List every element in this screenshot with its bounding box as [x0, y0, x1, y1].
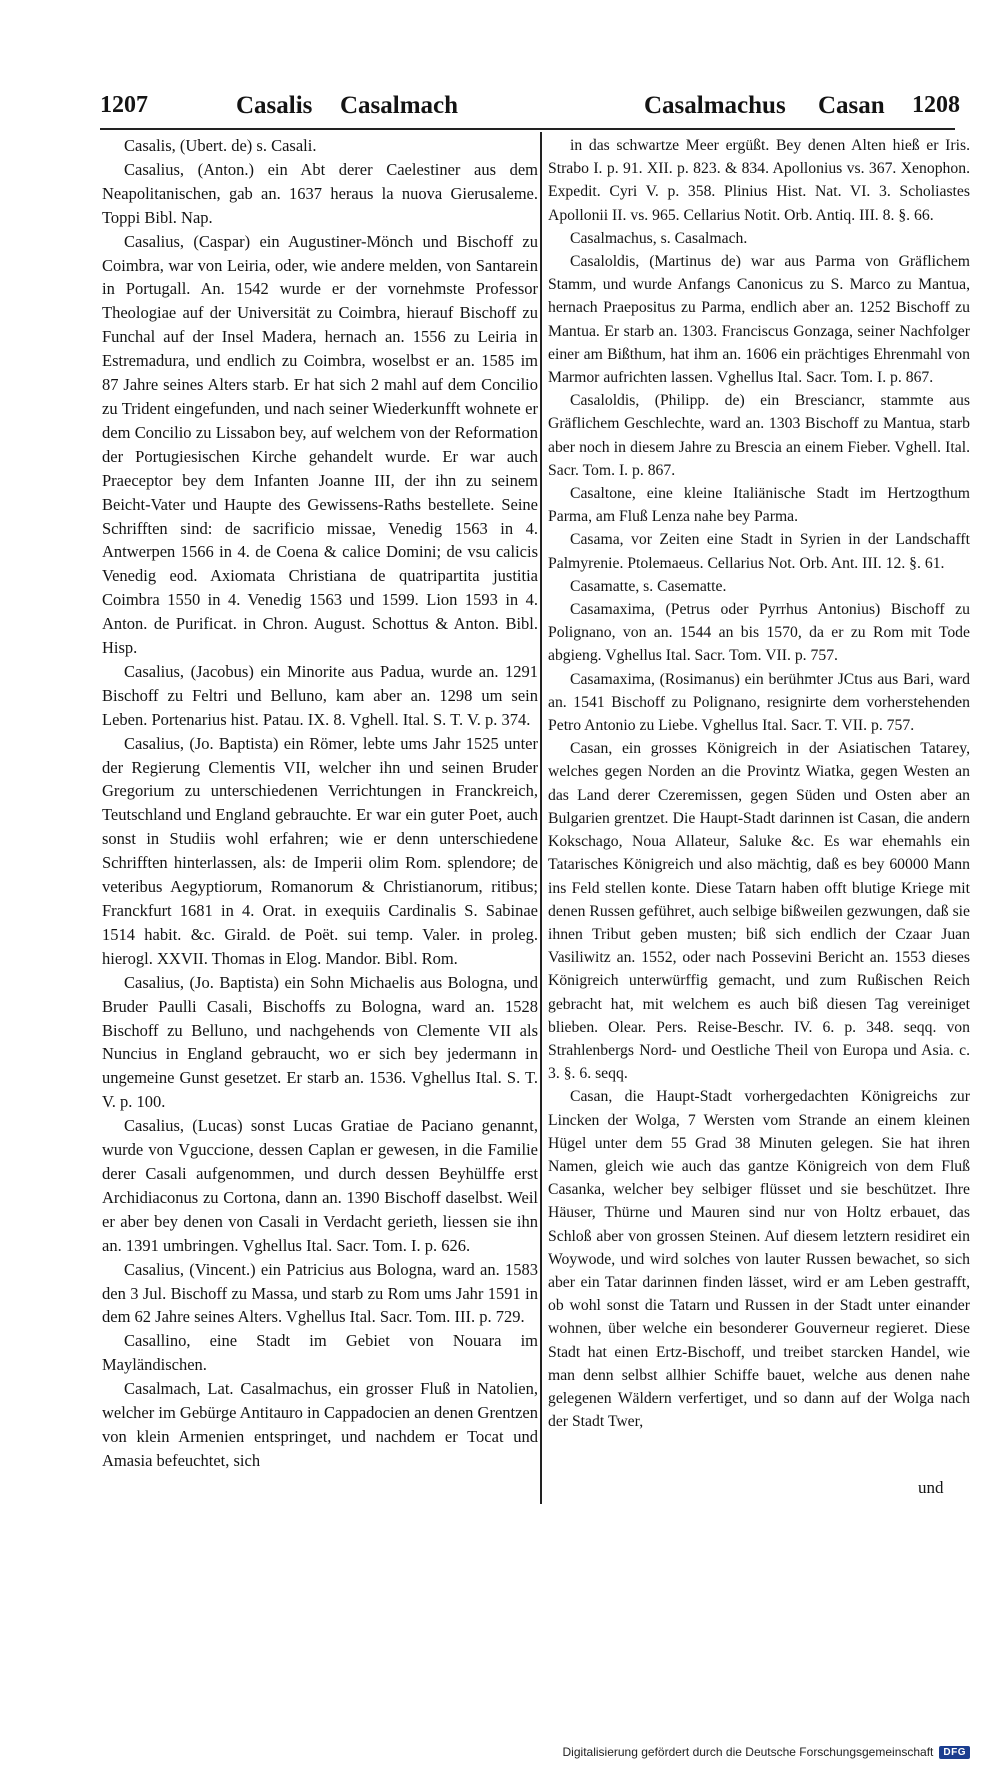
left-column: [102, 134, 538, 1473]
running-header: [0, 92, 1000, 126]
entry: Casaloldis, (Philipp. de) ein Bresciancr, stammte aus Gräflichem Geschlechte, ward an. 1303 Bischoff zu Mantua, starb aber noch in diesem Jahre zu Brescia an einem Fieber. Vghell. Ital. Sacr. Tom. I. p. 867.: [548, 392, 970, 479]
entry: Casamaxima, (Petrus oder Pyrrhus Antonius) Bischoff zu Polignano, von an. 1544 an bis 1570, da er zu Rom mit Tode abgieng. Vghellus Ital. Sacr. Tom. VII. p. 757.: [548, 601, 970, 665]
entry: Casaloldis, (Martinus de) war aus Parma von Gräflichem Stamm, und wurde Anfangs Canonicus zu S. Marco zu Mantua, hernach Praepositus zu Parma, endlich aber an. 1252 Bischoff zu Mantua. Er starb an. 1303. Franciscus Gonzaga, seiner Nachfolger einer am Bißthum, hat ihm an. 1606 ein prächtiges Ehrenmahl von Marmor aufrichten lassen. Vghellus Ital. Sacr. Tom. I. p. 867.: [548, 253, 970, 387]
entry: Casamatte, s. Casematte.: [570, 577, 727, 595]
entry: Casan, ein grosses Königreich in der Asiatischen Tatarey, welches gegen Norden an die Provintz Wiatka, gegen Westen an das Land derer Czeremissen, gegen Süden und Osten aber an Bulgarien grentzet. Die Haupt-Stadt darinnen ist Casan, die andern Kokschago, Noua Allateur, Saluke &c. Es war ehemahls ein Tatarisches Königreich und also mächtig, daß es bey 60000 Mann ins Feld stellen konte. Diese Tatarn haben offt blutige Kriege mit denen Russen geführet, auch selbige bißweilen gezwungen, daß sie ihnen Tribut geben musten; biß sich endlich der Czaar Juan Vasiliwitz an. 1552, oder nach Possevini Bericht an. 1553 dieses Königreich unterwürffig gemacht, und zum Rußischen Reich gebracht hat, mit welchem es auch biß diesen Tag vereiniget blieben. Olear. Pers. Reise-Beschr. IV. 6. p. 348. seqq. von Strahlenbergs Nord- und Oestliche Theil von Europa und Asia. c. 3. §. 6. seqq.: [548, 740, 970, 1083]
left-keyword-first: Casalis: [236, 92, 313, 119]
footer: [563, 1745, 970, 1759]
catchword: und: [918, 1478, 944, 1497]
header-rule: [100, 128, 955, 130]
entry: Casamaxima, (Rosimanus) ein berühmter JCtus aus Bari, ward an. 1541 Bischoff zu Polignano, resignirte dem vorherstehenden Petro Antonio zu Liebe. Vghellus Ital. Sacr. T. VII. p. 757.: [548, 670, 970, 735]
entry: Casalmachus, s. Casalmach.: [570, 229, 748, 247]
entry: Casalius, (Jo. Baptista) ein Römer, lebte ums Jahr 1525 unter der Regierung Clementis VII, welcher ihn und seinen Bruder Gregorium zu unterschiedenen Verrichtungen in Franckreich, Teutschland und England gebrauchte. Er war ein guter Poet, auch sonst in Studiis wohl erfahren; wie er denn unterschiedene Schrifften hinterlassen, als: de Imperii olim Rom. splendore; de veteribus Aegyptiorum, Romanorum & Christianorum, ritibus; Franckfurt 1681 in 4. Orat. in exequiis Cardinalis S. Sabinae 1514 habit. &c. Girald. de Poët. sui temp. Valer. in proleg. hierogl. XXVII. Thomas in Elog. Mandor. Bibl. Rom.: [102, 733, 538, 968]
entry: Casalius, (Jo. Baptista) ein Sohn Michaelis aus Bologna, und Bruder Paulli Casali, Bischoffs zu Bologna, ward an. 1528 Bischoff zu Belluno, und nachgehends von Clemente VII als Nuncius in England gebraucht, wo er sich bey jedermann in ungemeine Gunst gesetzet. Er starb an. 1536. Vghellus Ital. S. T. V. p. 100.: [102, 972, 538, 1112]
entry: Casalius, (Vincent.) ein Patricius aus Bologna, ward an. 1583 den 3 Jul. Bischoff zu Massa, und starb zu Rom ums Jahr 1591 in dem 62 Jahre seines Alters. Vghellus Ital. Sacr. Tom. III. p. 729.: [102, 1259, 538, 1327]
left-page-number: 1207: [100, 92, 148, 118]
entry: in das schwartze Meer ergüßt. Bey denen Alten hieß er Iris. Strabo I. p. 91. XII. p. 823. & 834. Apollonius vs. 367. Xenophon. Expedit. Cyri V. p. 358. Plinius Hist. Nat. VI. 3. Scholiastes Apollonii II. vs. 965. Cellarius Notit. Orb. Antiq. III. 8. §. 66.: [548, 137, 970, 224]
footer-text: Digitalisierung gefördert durch die Deutsche Forschungsgemeinschaft: [562, 1745, 934, 1759]
entry: Casaltone, eine kleine Italiänische Stadt im Hertzogthum Parma, am Fluß Lenza nahe bey Parma.: [548, 485, 970, 526]
dfg-logo: DFG: [939, 1746, 970, 1759]
entry: Casallino, eine Stadt im Gebiet von Nouara im Mayländischen.: [102, 1331, 538, 1375]
entry: Casalius, (Lucas) sonst Lucas Gratiae de Paciano genannt, wurde von Vguccione, dessen Caplan er gewesen, in die Familie derer Casali aufgenommen, und durch dessen Beyhülffe erst Archidiaconus zu Cortona, dann an. 1390 Bischoff daselbst. Weil er aber bey denen von Casali in Verdacht gerieth, liessen sie ihn an. 1391 umbringen. Vghellus Ital. Sacr. Tom. I. p. 626.: [102, 1116, 538, 1255]
entry: Casalius, (Caspar) ein Augustiner-Mönch und Bischoff zu Coimbra, war von Leiria, oder, wie andere melden, von Santarein in Portugall. An. 1542 wurde er der vornehmste Professor Theologiae auf der Universität zu Coimbra, hierauf Bischoff zu Funchal auf der Insel Madera, hernach an. 1556 zu Leiria in Estremadura, und endlich zu Coimbra, woselbst er an. 1585 im 87 Jahre seines Alters starb. Er hat sich 2 mahl auf dem Concilio zu Trident eingefunden, und nach seiner Wiederkunfft wohnete er dem Concilio zu Lissabon bey, auf welchem von der Reformation der Portugiesischen Kirche gehandelt wurde. Er war auch Praeceptor bey dem Infanten Joanne III, der ihn zu seinem Beicht-Vater und Haupte des Gewissens-Raths bestellete. Seine Schrifften sind: de sacrificio missae, Venedig 1563 in 4. Antwerpen 1566 in 4. de Coena & calice Domini; de vsu calicis Venedig eod. Axiomata Christiana de quatripartita justitia Coimbra 1550 in 4. Venedig 1563 und 1599. Lion 1593 in 4. Anton. de Purificat. in Chron. August. Schottus & Anton. Bibl. Hisp.: [102, 231, 538, 658]
right-keyword-second: Casan: [818, 92, 885, 119]
column-divider: [540, 132, 542, 1504]
left-keyword-second: Casalmach: [340, 92, 459, 119]
right-page-number: 1208: [912, 92, 960, 118]
right-column: [548, 134, 970, 1433]
entry: Casalmach, Lat. Casalmachus, ein grosser Fluß in Natolien, welcher im Gebürge Antitauro in Cappadocien an denen Grentzen von klein Armenien entspringet, und nachdem er Tocat und Amasia befeuchtet, sich: [102, 1379, 538, 1470]
entry: Casalis, (Ubert. de) s. Casali.: [124, 136, 317, 155]
entry: Casalius, (Anton.) ein Abt derer Caelestiner aus dem Neapolitanischen, gab an. 1637 heraus la nuova Gierusaleme. Toppi Bibl. Nap.: [102, 159, 538, 227]
entry: Casalius, (Jacobus) ein Minorite aus Padua, wurde an. 1291 Bischoff zu Feltri und Belluno, kam aber an. 1298 um sein Leben. Portenarius hist. Patau. IX. 8. Vghell. Ital. S. T. V. p. 374.: [102, 661, 538, 729]
entry: Casan, die Haupt-Stadt vorhergedachten Königreichs zur Lincken der Wolga, 7 Wersten vom Strande an einem kleinen Hügel unter dem 55 Grad 38 Minuten gelegen. Sie hat ihren Namen, gleich wie auch das gantze Königreich von dem Fluß Casanka, welcher bey selbiger flüsset und sie beschützet. Ihre Häuser, Thürne und Mauren sind nur von Holtz erbauet, das Schloß aber von grossen Steinen. Auf diesem letztern residiret ein Woywode, und wird solches von lauter Russen bewachet, so sich aber ein Tatar darinnen finden lässet, wird er am Leben gestrafft, ob wohl sonst die Tatarn und Russen in der Stadt unter einander wohnen, über welche ein besonderer Gouverneur regieret. Diese Stadt hat einen Ertz-Bischoff, und treibet starcken Handel, wie man denn selbst allhier Schiffe bauet, welche aus denen nahe gelegenen Wäldern verfertiget, und so dann auf der Wolga nach der Stadt Twer,: [548, 1088, 970, 1431]
entry: Casama, vor Zeiten eine Stadt in Syrien in der Landschafft Palmyrenie. Ptolemaeus. Cellarius Not. Orb. Ant. III. 12. §. 61.: [548, 531, 970, 572]
right-keyword-first: Casalmachus: [644, 92, 786, 119]
